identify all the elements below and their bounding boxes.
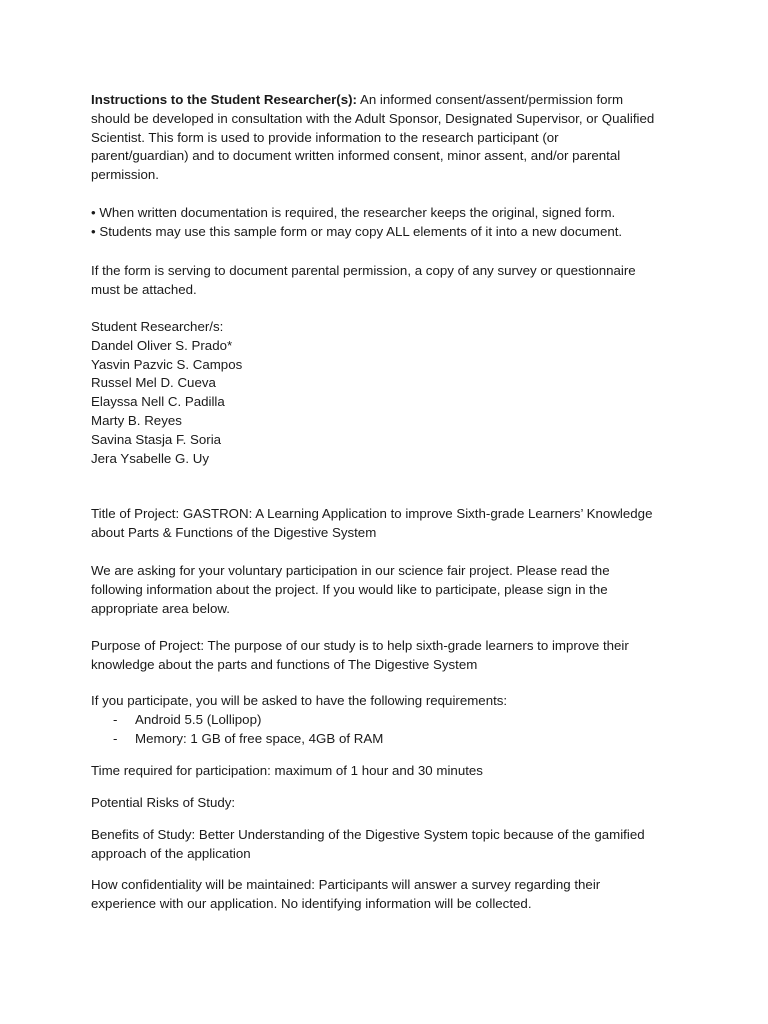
requirement-text: Memory: 1 GB of free space, 4GB of RAM (135, 730, 384, 746)
requirement-text: Android 5.5 (Lollipop) (135, 712, 262, 727)
time-required-paragraph (91, 762, 691, 781)
requirement-item (91, 711, 691, 730)
survey-note-paragraph (91, 262, 691, 300)
bullet-item: • When written documentation is required, the researcher keeps the original, signed form. (91, 205, 616, 220)
benefits-line: approach of the application (91, 845, 251, 861)
researcher-name: Russel Mel D. Cueva (91, 375, 216, 391)
dash-marker: - (113, 730, 118, 746)
purpose-line: knowledge about the parts and functions of The Digestive System (91, 656, 478, 672)
purpose-line: Purpose of Project: The purpose of our study is to help sixth-grade learners to improve their (91, 638, 629, 653)
participation-line: following information about the project. If you would like to participate, please sign in the (91, 581, 608, 597)
instructions-line-1-text: An informed consent/assent/permission form (356, 92, 624, 107)
researchers-label: Student Researcher/s: (91, 319, 224, 334)
participation-request-paragraph (91, 562, 691, 618)
benefits-line: Benefits of Study: Better Understanding of the Digestive System topic because of the gamified (91, 827, 645, 842)
confidentiality-paragraph (91, 876, 691, 914)
bullet-item: • Students may use this sample form or may copy ALL elements of it into a new document. (91, 223, 623, 239)
researcher-name: Dandel Oliver S. Prado* (91, 337, 233, 353)
project-title-line: Title of Project: GASTRON: A Learning Application to improve Sixth-grade Learners’ Knowledge (91, 506, 653, 521)
requirements-intro (91, 692, 691, 711)
participation-line: We are asking for your voluntary participation in our science fair project. Please read the (91, 563, 610, 578)
instructions-line: should be developed in consultation with the Adult Sponsor, Designated Supervisor, or Qualified (91, 110, 655, 126)
risks-line: Potential Risks of Study: (91, 795, 236, 810)
researcher-name: Savina Stasja F. Soria (91, 431, 222, 447)
time-required-line: Time required for participation: maximum of 1 hour and 30 minutes (91, 763, 483, 778)
dash-marker: - (113, 712, 118, 727)
survey-note-line: must be attached. (91, 281, 197, 297)
requirements-intro-line: If you participate, you will be asked to have the following requirements: (91, 693, 508, 708)
instructions-paragraph (91, 91, 691, 185)
purpose-paragraph (91, 637, 691, 675)
risks-paragraph (91, 794, 691, 813)
instructions-heading: Instructions to the Student Researcher(s): (91, 92, 357, 107)
requirements-list (91, 711, 691, 749)
researchers-list (91, 318, 691, 468)
researcher-name: Elayssa Nell C. Padilla (91, 394, 225, 410)
researcher-name: Marty B. Reyes (91, 412, 182, 428)
instructions-line: permission. (91, 167, 159, 183)
instructions-line-1 (91, 91, 691, 110)
researcher-name: Yasvin Pazvic S. Campos (91, 356, 243, 372)
bullet-list (91, 204, 691, 242)
survey-note-line: If the form is serving to document parental permission, a copy of any survey or questionnaire (91, 263, 636, 278)
benefits-paragraph (91, 826, 691, 864)
project-title-line: about Parts & Functions of the Digestive System (91, 524, 377, 540)
project-title-paragraph (91, 505, 691, 543)
confidentiality-line: experience with our application. No identifying information will be collected. (91, 895, 532, 911)
participation-line: appropriate area below. (91, 600, 230, 616)
confidentiality-line: How confidentiality will be maintained: Participants will answer a survey regarding their (91, 877, 601, 892)
requirement-item (91, 730, 691, 749)
instructions-line: Scientist. This form is used to provide information to the research participant (or (91, 129, 559, 145)
instructions-line: parent/guardian) and to document written informed consent, minor assent, and/or parental (91, 148, 621, 164)
researcher-name: Jera Ysabelle G. Uy (91, 450, 210, 466)
